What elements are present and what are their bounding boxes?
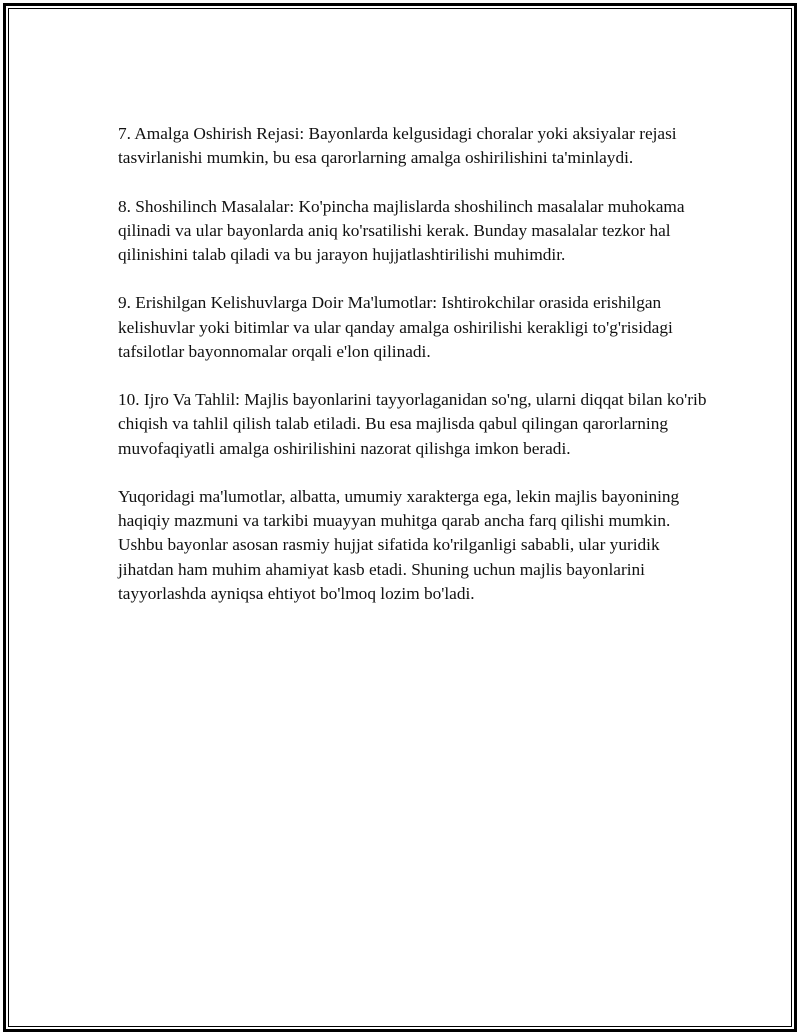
paragraph-execution-analysis: 10. Ijro Va Tahlil: Majlis bayonlarini tayyorlaganidan so'ng, ularni diqqat bilan ko'rib chiqish va tahlil qilish talab etiladi. Bu esa majlisda qabul qilingan qarorlarning muvofaqiyatli amalga oshirilishini nazorat qilishga imkon beradi. <box>118 390 707 458</box>
paragraph-urgent-issues: 8. Shoshilinch Masalalar: Ko'pincha majlislarda shoshilinch masalalar muhokama qilinadi va ular bayonlarda aniq ko'rsatilishi kerak. Bunday masalalar tezkor hal qilinishini talab qiladi va bu jarayon hujjatlashtirilishi muhimdir. <box>118 196 685 264</box>
paragraph-agreements: 9. Erishilgan Kelishuvlarga Doir Ma'lumotlar: Ishtirokchilar orasida erishilgan kelishuvlar yoki bitimlar va ular qanday amalga oshirilishi kerakligi to'g'risidagi tafsilotlar bayonnomalar orqali e'lon qilinadi. <box>118 293 673 361</box>
page-border <box>3 3 797 1032</box>
document-body <box>118 122 708 630</box>
paragraph-implementation-plan: 7. Amalga Oshirish Rejasi: Bayonlarda kelgusidagi choralar yoki aksiyalar rejasi tasvirlanishi mumkin, bu esa qarorlarning amalga oshirilishini ta'minlaydi. <box>118 124 677 168</box>
paragraph-conclusion: Yuqoridagi ma'lumotlar, albatta, umumiy xarakterga ega, lekin majlis bayonining haqiqiy mazmuni va tarkibi muayyan muhitga qarab ancha farq qilishi mumkin. Ushbu bayonlar asosan rasmiy hujjat sifatida ko'rilganligi sababli, ular yuridik jihatdan ham muhim ahamiyat kasb etadi. Shuning uchun majlis bayonlarini tayyorlashda ayniqsa ehtiyot bo'lmoq lozim bo'ladi. <box>118 486 680 603</box>
